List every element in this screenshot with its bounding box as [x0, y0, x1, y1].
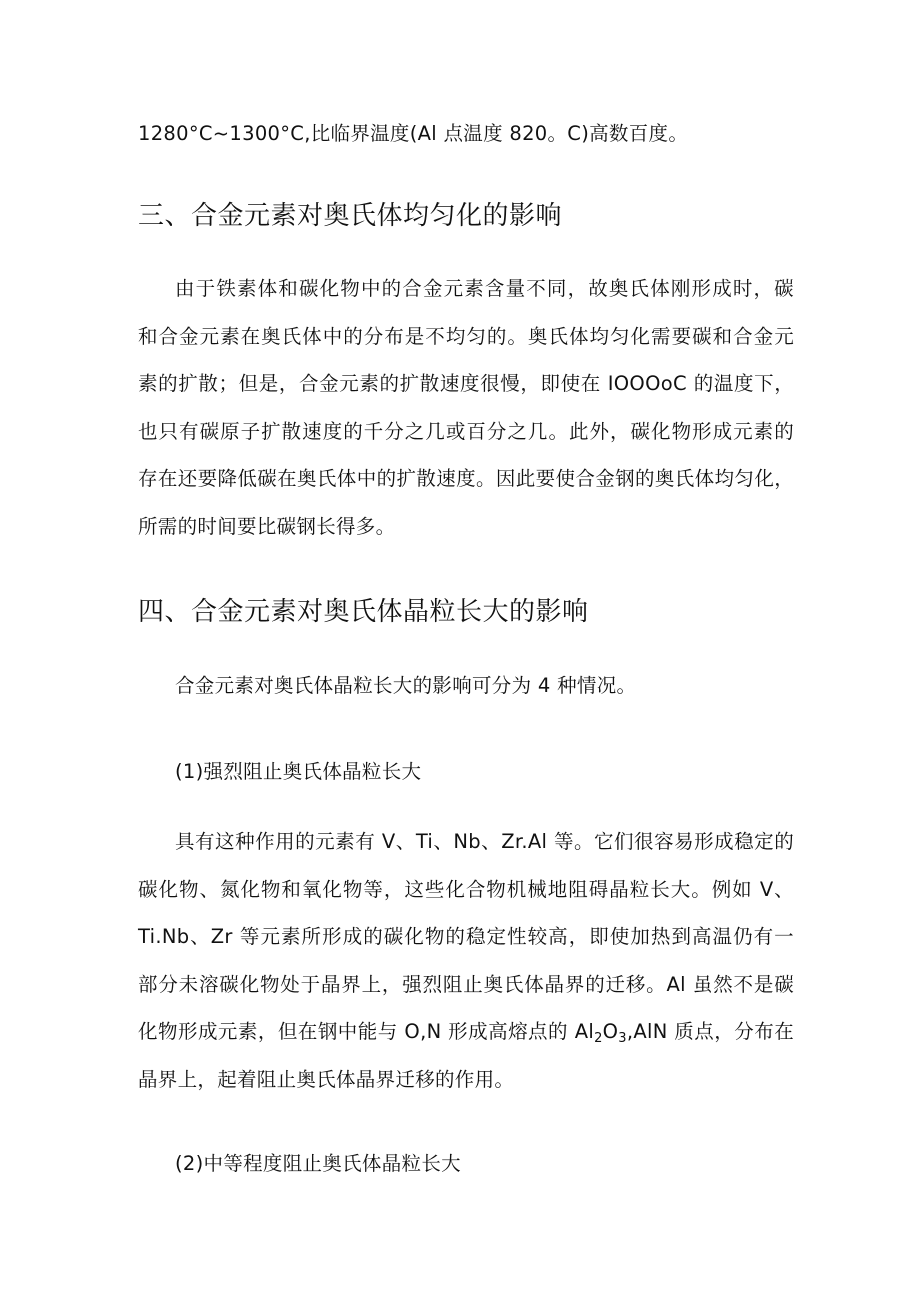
- line-text: 化物形成元素，但在钢中能与 O,N 形成高熔点的 Al: [138, 1020, 595, 1043]
- paragraph-line: 碳化物、氮化物和氧化物等，这些化合物机械地阻碍晶粒长大。例如 V、: [138, 877, 794, 901]
- line-text: ,AlN 质点，分布在: [626, 1020, 794, 1043]
- paragraph-line: 也只有碳原子扩散速度的千分之几或百分之几。此外，碳化物形成元素的: [138, 419, 794, 443]
- paragraph-section-3: [138, 265, 794, 550]
- section-heading-3: 三、合金元素对奥氏体均匀化的影响: [138, 201, 563, 231]
- paragraph-line: 具有这种作用的元素有 V、Ti、Nb、Zr.Al 等。它们很容易形成稳定的: [175, 830, 794, 853]
- section-4-intro: 合金元素对奥氏体晶粒长大的影响可分为 4 种情况。: [175, 674, 637, 697]
- paragraph-line: Ti.Nb、Zr 等元素所形成的碳化物的稳定性较高，即使加热到高温仍有一: [138, 925, 794, 948]
- case-2-title: (2)中等程度阻止奥氏体晶粒长大: [175, 1152, 461, 1175]
- paragraph-line: 所需的时间要比碳钢长得多。: [138, 514, 396, 538]
- case-1-title: (1)强烈阻止奥氏体晶粒长大: [175, 760, 422, 783]
- section-heading-4: 四、合金元素对奥氏体晶粒长大的影响: [138, 597, 589, 627]
- paragraph-line: 部分未溶碳化物处于晶界上，强烈阻止奥氏体晶界的迁移。Al 虽然不是碳: [138, 972, 794, 996]
- subscript: 3: [618, 1031, 627, 1046]
- paragraph-line: 由于铁素体和碳化物中的合金元素含量不同，故奥氏体刚形成时，碳: [175, 277, 794, 300]
- paragraph-case-1: [138, 818, 794, 1103]
- paragraph-line: 和合金元素在奥氏体中的分布是不均匀的。奥氏体均匀化需要碳和合金元: [138, 324, 794, 348]
- paragraph-line: 存在还要降低碳在奥氏体中的扩散速度。因此要使合金钢的奥氏体均匀化，: [138, 467, 794, 490]
- paragraph-line: 素的扩散；但是，合金元素的扩散速度很慢，即使在 IOOOoC 的温度下，: [138, 372, 794, 395]
- paragraph-line-with-formula: [138, 1008, 794, 1056]
- subscript: 2: [594, 1031, 603, 1046]
- paragraph-line: 晶界上，起着阻止奥氏体晶界迁移的作用。: [138, 1067, 515, 1091]
- top-fragment: 1280°C~1300°C,比临界温度(Al 点温度 820。C)高数百度。: [138, 122, 689, 145]
- line-text: O: [602, 1020, 619, 1043]
